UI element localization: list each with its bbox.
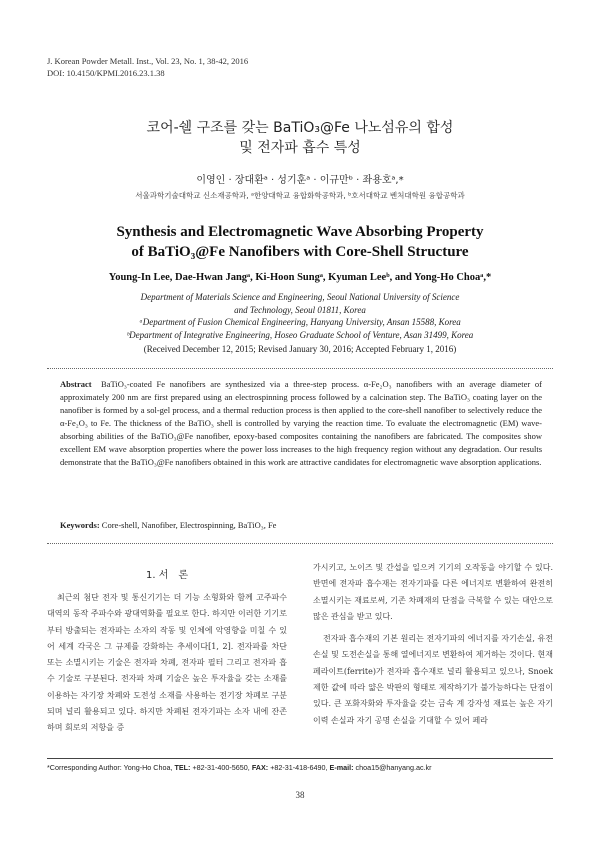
korean-title-line2: 및 전자파 흡수 특성	[239, 140, 361, 156]
fax-number: +82-31-418-6490,	[270, 763, 328, 772]
abstract-text: BaTiO₃-coated Fe nanofibers are synthesized via a three-step process. α-Fe₂O₃ nanofibers with an average diameter of approximately 200 nm are first prepared using an electrospinning process followed by a calcination step. The BaTiO₃ coating layer on the nanofiber is formed by a sol-gel process, and a thermal reduction process is then applied to the core-shell nanofiber to selectively reduce the α-Fe₂O₃ to Fe. The thickness of the BaTiO₃ shell is controlled by varying the reaction time. To evaluate the electromagnetic (EM) wave-absorbing abilities of the BaTiO₃@Fe nanofiber, epoxy-based composites containing the nanofibers are fabricated. The composites show excellent EM wave absorption properties where the power loss increases to the high frequency region without any degradation. Our results demonstrate that the BaTiO₃@Fe nanofibers obtained in this work are attractive candidates for electromagnetic wave absorption applications.	[60, 379, 542, 467]
affiliation-1-line2: and Technology, Seoul 01811, Korea	[234, 304, 366, 315]
keywords-text: Core-shell, Nanofiber, Electrospinning, BaTiO₃, Fe	[101, 520, 277, 530]
affiliation-2: ᵃDepartment of Fusion Chemical Engineering, Hanyang University, Ansan 15588, Korea	[139, 317, 461, 327]
page-number: 38	[295, 790, 305, 800]
right-paragraph-2: 전자파 흡수재의 기본 원리는 전자기파의 에너지를 자기손실, 유전손실 및 도전손실을 통해 열에너지로 변환하여 제거하는 것이다. 현재 페라이트(ferrite)가 전자파 흡수재로 널리 활용되고 있으나, Snoek 제한 값에 따라 얇은 박판의 형태로 제작하기가 불가능하다는 단점이 있다. 큰 포화자화와 투자율을 갖는 금속 계 강자성 재료는 높은 자기 이력 손실과 자기 공명 손실을 기대할 수 있어 페라	[313, 634, 553, 725]
left-paragraph: 최근의 첨단 전자 및 통신기기는 더 기능 소형화와 함께 고주파수 대역의 동작 주파수와 광대역화를 필요로 한다. 하지만 이러한 기기로부터 방출되는 전자파는 소자의 작동 및 인체에 악영향을 미칠 수 있어 세계 각국은 그 규제를 강화하는 추세이다[1, 2]. 전자파를 차단 또는 소멸시키는 기술은 전자파 차폐, 전자파 필터 그리고 전자파 흡수 기술로 구분된다. 전자파 차폐 기술은 높은 투자율을 갖는 소재를 이용하는 자기장 차폐와 도전성 소재를 사용하는 전기장 차폐로 구분되며 널리 활용되고 있다. 하지만 차폐된 전자기파는 소자 내에 잔존하며 회로의 저항을 증	[47, 593, 287, 733]
tel-label: TEL:	[174, 763, 191, 772]
journal-citation: J. Korean Powder Metall. Inst., Vol. 23, No. 1, 38-42, 2016	[47, 56, 249, 66]
abstract	[60, 378, 542, 469]
email-label: E-mail:	[329, 763, 354, 772]
footnote-label: *Corresponding Author:	[47, 763, 122, 772]
korean-title	[0, 118, 600, 158]
email-address: choa15@hanyang.ac.kr	[355, 763, 432, 772]
right-paragraph-1: 가시키고, 노이즈 및 간섭을 일으켜 기기의 오작동을 야기할 수 있다. 반면에 전자파 흡수재는 전자기파를 다른 에너지로 변환하여 완전히 소멸시키는 재료로써, 기존 차폐재의 단점을 극복할 수 있는 대안으로 많은 관심을 받고 있다.	[313, 563, 553, 621]
affiliation-1-line1: Department of Materials Science and Engineering, Seoul National University of Science	[140, 292, 460, 302]
korean-affiliations: 서울과학기술대학교 신소재공학과, ᵃ한양대학교 융합화학공학과, ᵇ호서대학교 벤처대학원 융합공학과	[135, 191, 465, 200]
received-dates: (Received December 12, 2015; Revised January 30, 2016; Accepted February 1, 2016)	[143, 344, 457, 354]
english-authors: Young-In Lee, Dae-Hwan Jangᵃ, Ki-Hoon Sungᵃ, Kyuman Leeᵇ, and Yong-Ho Choaᵃ,*	[108, 272, 492, 283]
footnote-author: Yong-Ho Choa,	[123, 763, 173, 772]
divider-top	[47, 368, 553, 369]
affiliation-3: ᵇDepartment of Integrative Engineering, Hoseo Graduate School of Venture, Asan 31499, Korea	[126, 329, 474, 340]
english-title-line1: Synthesis and Electromagnetic Wave Absorbing Property	[116, 224, 484, 240]
footnote-rule	[47, 758, 553, 759]
right-column	[313, 560, 553, 729]
english-title	[0, 222, 600, 262]
korean-authors: 이영인 · 장대환ᵃ · 성기훈ᵃ · 이규만ᵇ · 좌용호ᵃ,*	[196, 175, 404, 186]
footnote	[47, 763, 432, 772]
doi: DOI: 10.4150/KPMI.2016.23.1.38	[47, 68, 165, 78]
section-heading: 1. 서 론	[145, 570, 189, 581]
divider-bottom	[47, 543, 553, 544]
keywords-label: Keywords:	[60, 520, 100, 530]
abstract-label: Abstract	[60, 379, 92, 389]
keywords	[60, 520, 542, 530]
english-title-line2: of BaTiO₃@Fe Nanofibers with Core-Shell Structure	[131, 244, 469, 260]
korean-title-line1: 코어-쉘 구조를 갖는 BaTiO₃@Fe 나노섬유의 합성	[146, 120, 454, 136]
fax-label: FAX:	[251, 763, 269, 772]
left-column	[47, 590, 287, 737]
journal-header	[47, 55, 248, 79]
tel-number: +82-31-400-5650,	[192, 763, 250, 772]
english-affiliations	[0, 291, 600, 341]
